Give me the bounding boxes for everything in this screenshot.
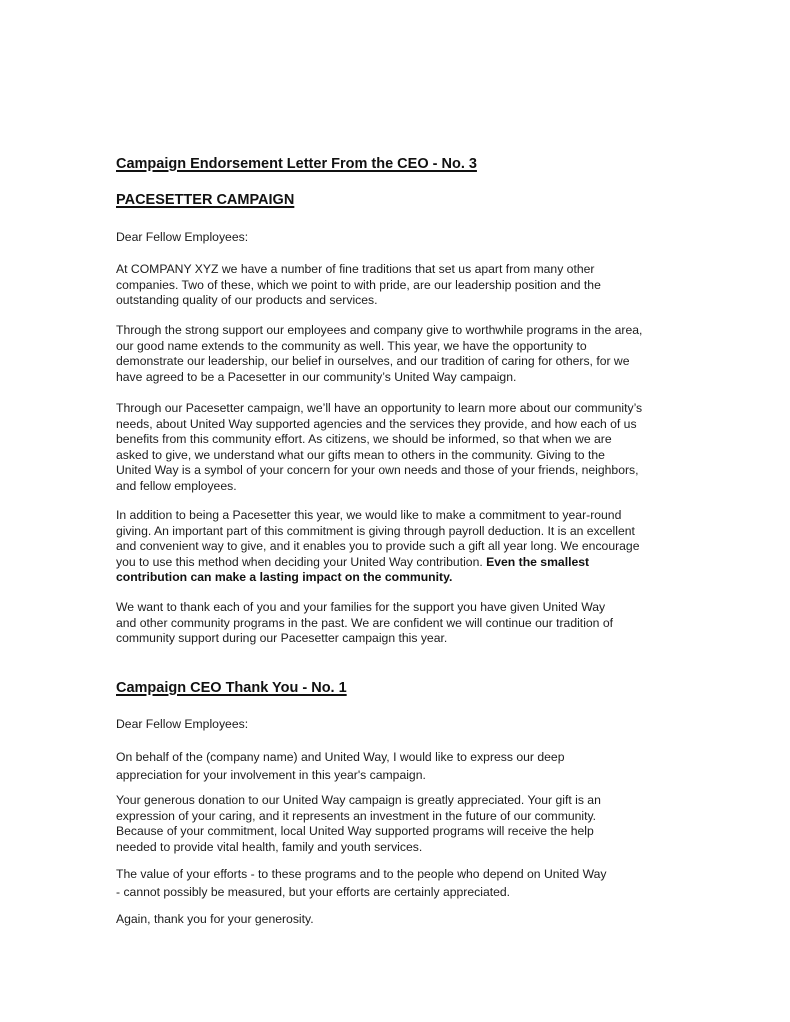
text-line: expression of your caring, and it represents an investment in the future of our community. [116,808,597,823]
salutation: Dear Fellow Employees: [116,230,249,244]
paragraph [116,749,564,784]
text-line: In addition to being a Pacesetter this year, we would like to make a commitment to year-round [116,508,622,522]
text-line: On behalf of the (company name) and United Way, I would like to express our deep [116,750,565,764]
text-line: The value of your efforts - to these programs and to the people who depend on United Way [116,867,607,881]
section-title: Campaign CEO Thank You - No. 1 [116,680,347,696]
paragraph [116,262,601,309]
text-line: giving. An important part of this commitment is giving through payroll deduction. It is an excellent [116,523,635,538]
text-line: United Way is a symbol of your concern for your own needs and those of your friends, neighbors, [116,463,639,478]
paragraph [116,866,607,901]
text-line: and fellow employees. [116,478,237,493]
text-line: Through the strong support our employees and company give to worthwhile programs in the area, [116,323,643,337]
text-normal: you to use this method when deciding your United Way contribution. [116,554,487,569]
text-line: needs, about United Way supported agencies and the services they provide, and how each of us [116,416,637,431]
text-line: Again, thank you for your generosity. [116,912,314,926]
text-line: We want to thank each of you and your families for the support you have given United Way [116,600,606,614]
text-line: community support during our Pacesetter campaign this year. [116,631,448,646]
paragraph [116,912,314,928]
paragraph [116,600,613,647]
text-line: asked to give, we understand what our gifts mean to others in the community. Giving to the [116,447,605,462]
section-title: Campaign Endorsement Letter From the CEO - No. 3 [116,156,477,172]
section-subtitle: PACESETTER CAMPAIGN [116,192,295,208]
text-line: and convenient way to give, and it enables you to provide such a gift all year long. We encourage [116,539,640,554]
text-line: demonstrate our leadership, our belief in ourselves, and our tradition of caring for others, for we [116,354,630,369]
paragraph [116,793,601,855]
text-line: Your generous donation to our United Way campaign is greatly appreciated. Your gift is an [116,793,601,807]
text-line: - cannot possibly be measured, but your efforts are certainly appreciated. [116,884,511,899]
text-line: appreciation for your involvement in this year's campaign. [116,767,426,782]
text-line: Through our Pacesetter campaign, we’ll have an opportunity to learn more about our community’s [116,401,643,415]
paragraph [116,323,642,385]
text-line: and other community programs in the past. We are confident we will continue our tradition of [116,615,614,630]
text-line [116,570,640,586]
text-line [116,555,640,571]
paragraph [116,401,642,495]
paragraph [116,508,640,586]
emphasis-text: Even the smallest [486,554,590,569]
text-line: have agreed to be a Pacesetter in our community’s United Way campaign. [116,369,517,384]
salutation: Dear Fellow Employees: [116,717,249,731]
text-line: outstanding quality of our products and services. [116,293,378,308]
text-line: needed to provide vital health, family and youth services. [116,839,423,854]
text-line: At COMPANY XYZ we have a number of fine traditions that set us apart from many other [116,262,595,276]
emphasis-text: contribution can make a lasting impact on the community. [116,570,453,585]
text-line: benefits from this community effort. As citizens, we should be informed, so that when we are [116,432,612,447]
text-line: our good name extends to the community as well. This year, we have the opportunity to [116,338,587,353]
text-line: Because of your commitment, local United Way supported programs will receive the help [116,824,594,839]
text-line: companies. Two of these, which we point to with pride, are our leadership position and the [116,277,601,292]
